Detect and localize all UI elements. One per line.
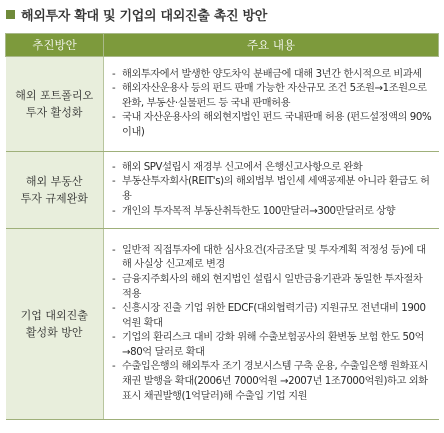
category-line: 투자 활성화 xyxy=(25,106,83,119)
list-item: - 해외 SPV설립시 재경부 신고에서 은행신고사항으로 완화 xyxy=(112,161,435,176)
table-row xyxy=(6,229,439,420)
content-cell xyxy=(104,152,439,229)
content-cell xyxy=(104,57,439,152)
category-line: 해외 포트폴리오 xyxy=(15,89,94,102)
bullet-list xyxy=(112,68,435,141)
list-item: - 신흥시장 진출 기업 위한 EDCF(대외협력기금) 지원규모 전년대비 1900억원 확대 xyxy=(112,302,435,331)
category-cell xyxy=(6,229,104,420)
list-item: - 해외투자에서 발생한 양도차익 분배금에 대해 3년간 한시적으로 비과세 xyxy=(112,68,435,83)
bullet-list xyxy=(112,244,435,405)
table-row xyxy=(6,57,439,152)
list-item: - 국내 자산운용사의 해외현지법인 펀드 국내판매 허용 (펀드설정액의 90% 이내) xyxy=(112,111,435,140)
list-item: - 금융지주회사의 해외 현지법인 설립시 일반금융기관과 동일한 투자절차 적용 xyxy=(112,273,435,302)
table-header-row xyxy=(6,34,439,57)
header-strategy: 추진방안 xyxy=(6,34,104,57)
list-item: - 수출입은행의 해외투자 조기 경보시스템 구축 운용, 수출입은행 원화표시 채권 발행을 확대(2006년 7000억원 →2007년 1조7000억원)하고 외화표시 채권발행(1억달러)해 수출입 기업 지원 xyxy=(112,360,435,404)
category-line: 투자 규제완화 xyxy=(20,192,88,205)
category-line: 해외 부동산 xyxy=(25,175,83,188)
page-title-text: 해외투자 확대 및 기업의 대외진출 촉진 방안 xyxy=(21,8,267,24)
list-item: - 개인의 투자목적 부동산취득한도 100만달러→300만달러로 상향 xyxy=(112,205,435,220)
title-square-icon xyxy=(6,10,15,19)
bullet-list xyxy=(112,161,435,219)
content-cell xyxy=(104,229,439,420)
list-item: - 해외자산운용사 등의 펀드 판매 가능한 자산규모 조건 5조원→1조원으로 완화, 부동산·실물펀드 등 국내 판매허용 xyxy=(112,82,435,111)
category-cell xyxy=(6,152,104,229)
policy-table xyxy=(5,33,439,420)
list-item: - 부동산투자회사(REIT's)의 해외법부 법인세 세액공제분 아니라 환급도 허용 xyxy=(112,175,435,204)
page-title xyxy=(6,4,267,24)
list-item: - 기업의 환리스크 대비 강화 위해 수출보험공사의 환변동 보험 한도 50억→80억 달러로 확대 xyxy=(112,331,435,360)
category-line: 활성화 방안 xyxy=(25,326,83,339)
category-line: 기업 대외진출 xyxy=(20,309,88,322)
category-cell xyxy=(6,57,104,152)
list-item: - 일반적 직접투자에 대한 심사요건(자금조달 및 투자계획 적정성 등)에 대해 사실상 신고제로 변경 xyxy=(112,244,435,273)
header-content: 주요 내용 xyxy=(104,34,439,57)
table-row xyxy=(6,152,439,229)
